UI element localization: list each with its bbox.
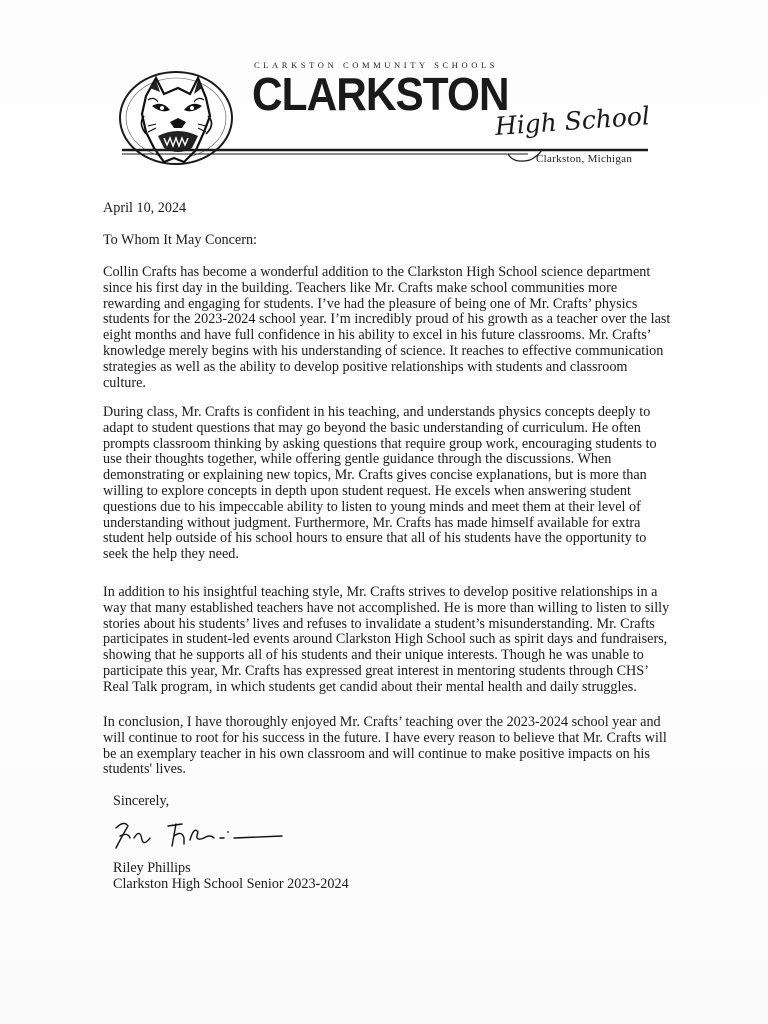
paragraph-line: students for the 2023-2024 school year. I’m incredibly proud of his growth as a teacher over the last — [103, 311, 671, 328]
paragraph-line: seek the help they need. — [103, 546, 239, 563]
letterhead — [118, 52, 658, 177]
school-name: CLARKSTON — [252, 68, 509, 120]
district-name: CLARKSTON COMMUNITY SCHOOLS — [254, 60, 499, 70]
school-location: Clarkston, Michigan — [536, 153, 633, 165]
paragraph-3 — [103, 585, 669, 696]
paragraph-2 — [103, 405, 657, 563]
paragraph-line: demonstrating or explaining new topics, Mr. Crafts gives concise explanations, but is more than — [103, 467, 647, 484]
letter-date: April 10, 2024 — [103, 200, 187, 216]
paragraph-line: way that many established teachers have not accomplished. He is more than willing to listen to silly — [103, 599, 670, 616]
paragraph-line: understanding without judgment. Furthermore, Mr. Crafts has made himself available for extra — [103, 514, 641, 531]
paragraph-line: eight months and have full confidence in his ability to excel in his future classrooms. Mr. Crafts’ — [103, 327, 652, 344]
paragraph-line: since his first day in the building. Teachers like Mr. Crafts make school communities more — [103, 279, 618, 296]
paragraph-line: will continue to root for his success in the future. I have every reason to believe that Mr. Crafts will — [103, 729, 667, 746]
paragraph-line: culture. — [103, 374, 146, 391]
paragraph-line: use their thoughts together, while offering gentle guidance through the discussions. When — [103, 451, 612, 468]
paragraph-line: be an exemplary teacher in his own classroom and will continue to make positive impacts on his — [103, 745, 650, 762]
signer-title: Clarkston High School Senior 2023-2024 — [113, 876, 349, 892]
paragraph-line: rewarding and engaging for students. I’ve had the pleasure of being one of Mr. Crafts’ physics — [103, 295, 638, 312]
paragraph-line: During class, Mr. Crafts is confident in his teaching, and understands physics concepts deeply to — [103, 404, 651, 420]
handwritten-signature — [110, 814, 290, 854]
paragraph-line: prompts classroom thinking by asking questions that require group work, encouraging students to — [103, 435, 657, 452]
paragraph-line: adapt to student questions that may go beyond the basic understanding of curriculum. He often — [103, 419, 641, 436]
school-subtitle: High School — [493, 101, 651, 141]
paragraph-line: showing that he supports all of his students and their unique interests. Though he was unable to — [103, 647, 644, 664]
paragraph-line: stories about his students’ lives and refuses to invalidate a student’s misunderstanding. Mr. Crafts — [103, 615, 655, 632]
paragraph-line: participates in student-led events around Clarkston High School such as spirit days and fundraisers, — [103, 631, 668, 648]
signer-name: Riley Phillips — [113, 860, 191, 876]
paragraph-1 — [103, 265, 670, 391]
paragraph-line: student help outside of his school hours to ensure that all of his students have the opportunity to — [103, 530, 647, 547]
paragraph-line: willing to explore concepts in depth upon student request. He excels when answering student — [103, 482, 631, 499]
paragraph-line: knowledge merely begins with his understanding of science. It reaches to effective communication — [103, 342, 664, 359]
paragraph-line: strategies as well as the ability to develop positive relationships with students and classroom — [103, 358, 628, 375]
paragraph-4 — [103, 715, 667, 778]
paragraph-line: participate this year, Mr. Crafts has expressed great interest in mentoring students through CHS’ — [103, 662, 649, 679]
paragraph-line: Real Talk program, in which students get candid about their mental health and daily struggles. — [103, 678, 637, 695]
salutation: To Whom It May Concern: — [103, 232, 257, 248]
paragraph-line: In addition to his insightful teaching style, Mr. Crafts strives to develop positive relationships in a — [103, 584, 658, 600]
paragraph-line: Collin Crafts has become a wonderful addition to the Clarkston High School science department — [103, 264, 651, 280]
paragraph-line: In conclusion, I have thoroughly enjoyed Mr. Crafts’ teaching over the 2023-2024 school year and — [103, 714, 661, 730]
closing: Sincerely, — [113, 793, 170, 809]
paragraph-line: students' lives. — [103, 761, 186, 778]
paragraph-line: questions due to his impeccable ability to listen to young minds and meet them at their level of — [103, 498, 641, 515]
